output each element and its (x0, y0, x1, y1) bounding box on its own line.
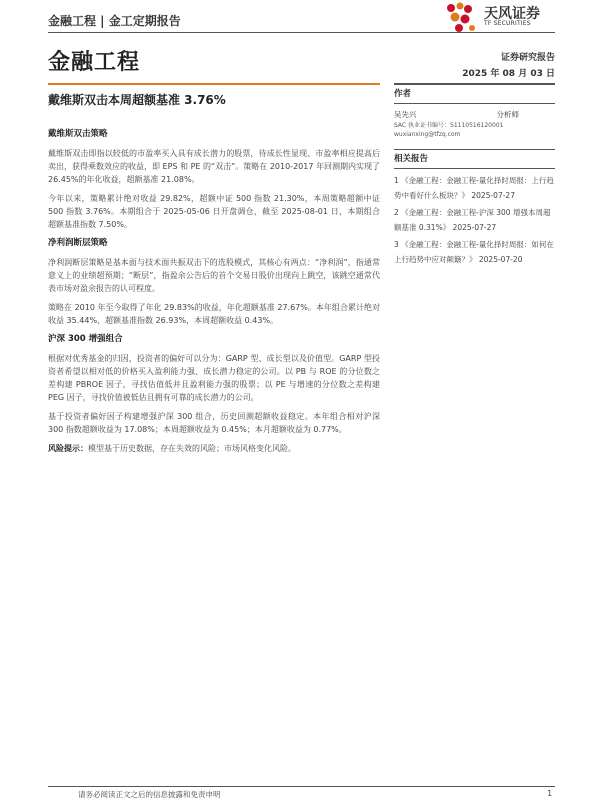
sidebar-divider (394, 83, 555, 85)
report-category: 金融工程 | 金工定期报告 (48, 14, 181, 28)
page-number: 1 (547, 789, 552, 798)
risk-label: 风险提示： (48, 444, 88, 453)
related-report-link[interactable]: 1 《金融工程：金融工程-量化择时周报：上行趋势中看好什么板块？》 2025-07-27 (394, 176, 554, 200)
sidebar (394, 83, 555, 269)
title-divider (48, 83, 380, 85)
related-report-link[interactable]: 2 《金融工程：金融工程-沪深 300 增强本周超额基准 0.31%》 2025-07-27 (394, 208, 551, 232)
author-heading: 作者 (394, 89, 412, 99)
related-report-link[interactable]: 3 《金融工程：金融工程-量化择时周报：如何在上行趋势中应对颠簸？》 2025-07-20 (394, 240, 554, 264)
sidebar-divider (394, 149, 555, 150)
author-name: 吴先兴 (394, 110, 417, 119)
author-role: 分析师 (496, 110, 519, 119)
sidebar-divider (394, 103, 555, 104)
report-headline: 戴维斯双击本周超额基准 3.76% (48, 93, 226, 107)
section-hs300 (48, 333, 380, 436)
footer-disclaimer: 请务必阅读正文之后的信息披露和免责申明 (78, 790, 221, 799)
report-type: 证券研究报告 (500, 53, 555, 63)
section-profit-gap (48, 237, 380, 327)
header-divider (48, 32, 555, 33)
paragraph: 今年以来，策略累计绝对收益 29.82%，超额中证 500 指数 21.30%，本周策略超额中证 500 指数 3.76%。本期组合于 2025-05-06 日开盘调仓，截至 2025-08-01 日，本期组合超额基准指数 7.50%。 (48, 194, 380, 229)
risk-text: 模型基于历史数据，存在失效的风险；市场风格变化风险。 (88, 444, 296, 453)
section-davis (48, 128, 380, 231)
paragraph: 净利润断层策略是基本面与技术面共振双击下的选股模式，其核心有两点：“净利润”，指通常意义上的业绩超预期；“断层”，指盈余公告后的首个交易日股价出现向上跳空，该跳空通常代表市场对盈余报告的认可程度。 (48, 258, 380, 293)
footer-divider (48, 786, 555, 787)
section-heading: 沪深 300 增强组合 (48, 334, 123, 344)
paragraph: 戴维斯双击即指以较低的市盈率买入具有成长潜力的股票，待成长性显现、市盈率相应提高后卖出，获得乘数效应的收益，即 EPS 和 PE 的“双击”。策略在 2010-2017 年回测期内实现了 26.45%的年化收益，超额基准 21.08%。 (48, 149, 380, 184)
paragraph: 根据对优秀基金的归因，投资者的偏好可以分为：GARP 型、成长型以及价值型。GARP 型投资者希望以相对低的价格买入盈利能力强、成长潜力稳定的公司。以 PB 与 ROE 的分位数之差构建 PBROE 因子，寻找估值低并且盈利能力强的股票；以 PE 与增速的分位数之差构建 PEG 因子，寻找价值被低估且拥有可靠的成长潜力的公司。 (48, 354, 380, 402)
author-row (394, 109, 519, 120)
main-content (48, 128, 380, 461)
section-heading: 戴维斯双击策略 (48, 129, 108, 139)
section-heading: 净利润断层策略 (48, 238, 108, 248)
logo-text: 天风证券 (484, 6, 540, 22)
sidebar-divider (394, 168, 555, 169)
related-heading: 相关报告 (394, 154, 429, 164)
author-email[interactable]: wuxianxing@tfzq.com (394, 131, 461, 138)
author-sac: SAC 执业证书编号：S1110516120001 (394, 122, 504, 129)
paragraph: 基于投资者偏好因子构建增强沪深 300 组合，历史回测超额收益稳定。本年组合相对沪深 300 指数超额收益为 17.08%；本周超额收益为 0.45%；本月超额收益为 0.77%。 (48, 412, 380, 434)
logo-subtext: TF SECURITIES (484, 20, 531, 27)
risk-warning (48, 442, 380, 455)
paragraph: 策略在 2010 年至今取得了年化 29.83%的收益，年化超额基准 27.67%。本年组合累计绝对收益 35.44%，超额基准指数 26.93%，本周超额收益 0.43%。 (48, 303, 380, 325)
report-date: 2025 年 08 月 03 日 (462, 69, 555, 79)
page-title: 金融工程 (48, 50, 141, 75)
